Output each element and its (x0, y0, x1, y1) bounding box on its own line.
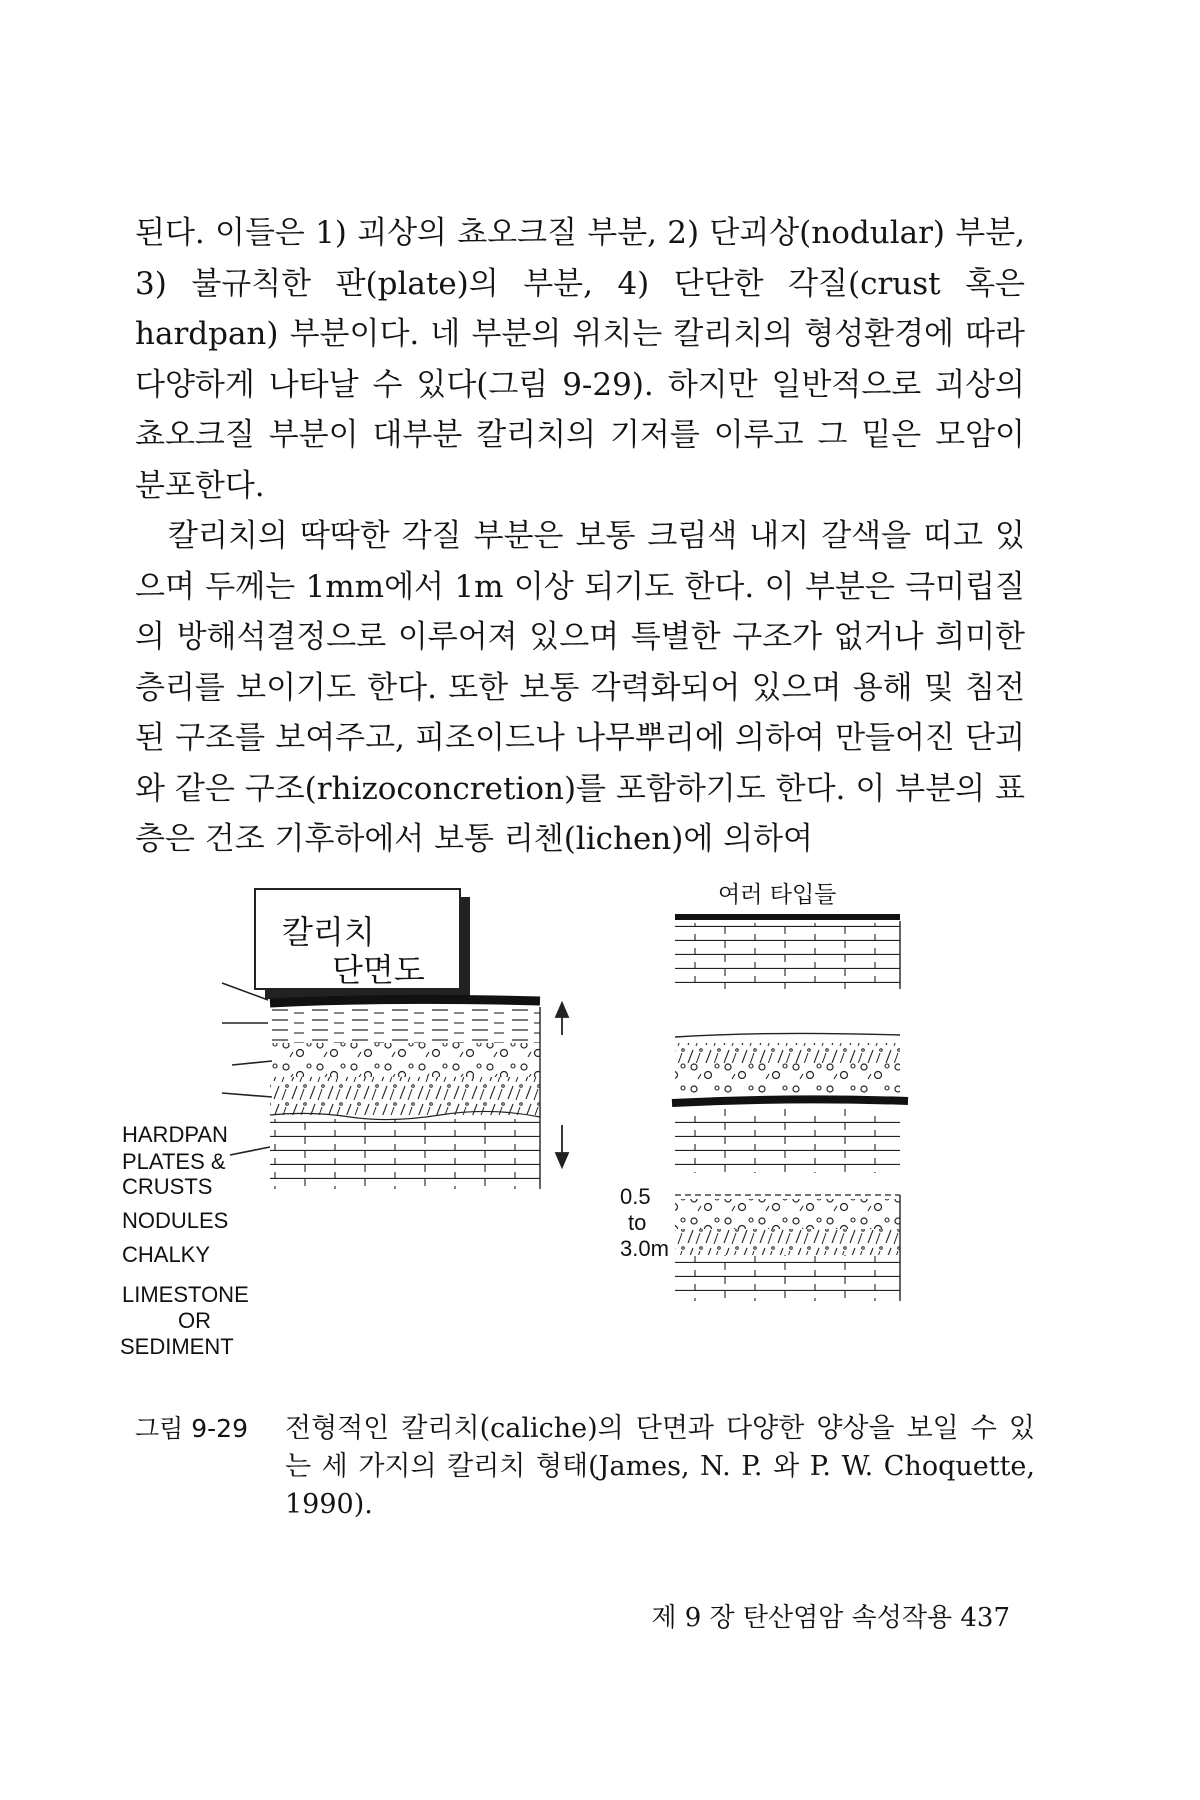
paragraph-2: 칼리치의 딱딱한 각질 부분은 보통 크림색 내지 갈색을 띠고 있으며 두께는 1mm에서 1m 이상 되기도 한다. 이 부분은 극미립질의 방해석결정으로 이루어져 있으며 특별한 구조가 없거나 희미한 층리를 보이기도 한다. 또한 보통 각력화되어 있으며 용해 및 침전된 구조를 보여주고, 피조이드나 나무뿌리에 의하여 만들어진 단괴와 같은 구조(rhizoconcretion)를 포함하기도 한다. 이 부분의 표층은 건조 기후하에서 보통 리첸(lichen)에 의하여 (135, 518, 1025, 857)
label-limestone-3: SEDIMENT (120, 1334, 234, 1359)
body-text (135, 208, 1025, 865)
box-title-line2: 단면도 (332, 951, 425, 989)
thickness-arrow (556, 1003, 568, 1167)
thickness-label-1: 0.5 (620, 1184, 651, 1209)
label-plates-2: CRUSTS (122, 1174, 213, 1199)
page-footer: 제 9 장 탄산염암 속성작용 437 (651, 1603, 1010, 1633)
caliche-diagram (110, 882, 1050, 1405)
caliche-figure (110, 882, 1050, 1405)
chalky-layer (270, 1077, 540, 1115)
nodules-layer (270, 1043, 540, 1077)
thickness-label-2: to (628, 1210, 647, 1235)
hardpan-layer (270, 999, 540, 1003)
label-leaders (222, 983, 272, 1155)
plates-layer (270, 1009, 540, 1043)
paragraph-1: 된다. 이들은 1) 괴상의 쵸오크질 부분, 2) 단괴상(nodular) 부분, 3) 불규칙한 판(plate)의 부분, 4) 단단한 각질(crust 혹은 hardpan) 부분이다. 네 부분의 위치는 칼리치의 형성환경에 따라 다양하게 나타날 수 있다(그림 9-29). 하지만 일반적으로 괴상의 쵸오크질 부분이 대부분 칼리치의 기저를 이루고 그 밑은 모암이 분포한다. (135, 215, 1025, 504)
caliche-type-2 (672, 1033, 908, 1173)
caption-number: 그림 9-29 (135, 1414, 248, 1443)
label-nodules: NODULES (122, 1208, 229, 1233)
types-title: 여러 타입들 (718, 882, 837, 908)
label-plates-1: PLATES & (122, 1149, 226, 1174)
thickness-label-3: 3.0m (620, 1236, 669, 1261)
box-title-line1: 칼리치 (282, 913, 375, 951)
label-chalky: CHALKY (122, 1242, 211, 1267)
label-hardpan: HARDPAN (122, 1122, 228, 1147)
caliche-type-3 (675, 1195, 900, 1301)
caption-text: 전형적인 칼리치(caliche)의 단면과 다양한 양상을 보일 수 있는 세 가지의 칼리치 형태(James, N. P. 와 P. W. Choquette, 1990). (285, 1413, 1035, 1520)
caliche-type-1 (675, 917, 900, 989)
limestone-layer (270, 1119, 540, 1189)
caliche-profile (270, 999, 540, 1189)
label-limestone-2: OR (178, 1308, 211, 1333)
label-limestone-1: LIMESTONE (122, 1282, 249, 1307)
